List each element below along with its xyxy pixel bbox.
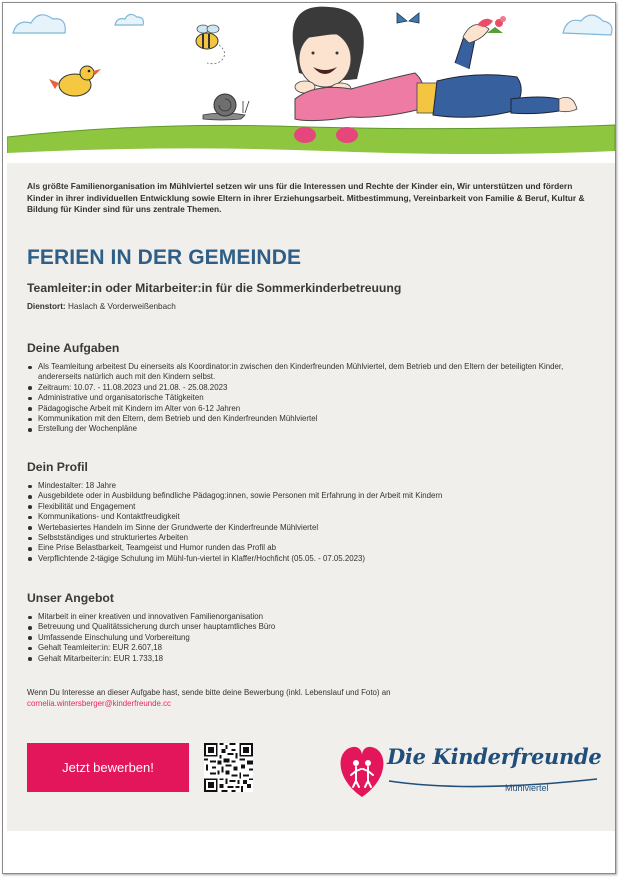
content-panel <box>7 163 615 831</box>
section-angebot <box>27 590 599 664</box>
task-list <box>27 362 599 435</box>
page-title: FERIEN IN DER GEMEINDE <box>27 246 302 269</box>
header-illustration <box>7 3 615 165</box>
location-value: Haslach & Vorderweißenbach <box>67 302 176 311</box>
list-item: Mindestalter: 18 Jahre <box>27 481 599 491</box>
girl-illustration <box>293 7 577 143</box>
job-title: Teamleiter:in oder Mitarbeiter:in für die Sommerkinderbetreuung <box>27 281 402 295</box>
contact-email-link[interactable]: cornelia.wintersberger@kinderfreunde.cc <box>27 699 171 708</box>
location-label: Dienstort: <box>27 302 66 311</box>
snail-icon <box>203 94 249 120</box>
list-item: Kommunikation mit den Eltern, dem Betrieb und den Kinderfreunden Mühlviertel <box>27 414 599 424</box>
contact-text: Wenn Du Interesse an dieser Aufgabe hast, sende bitte deine Bewerbung (inkl. Lebenslauf und Foto) an <box>27 688 391 697</box>
list-item: Gehalt Teamleiter:in: EUR 2.607,18 <box>27 643 599 653</box>
list-item: Wertebasiertes Handeln im Sinne der Grundwerte der Kinderfreunde Mühlviertel <box>27 523 599 533</box>
list-item: Kommunikations- und Kontaktfreudigkeit <box>27 512 599 522</box>
section-heading: Deine Aufgaben <box>27 341 120 355</box>
section-heading: Dein Profil <box>27 460 88 474</box>
list-item: Mitarbeit in einer kreativen und innovativen Familienorganisation <box>27 612 599 622</box>
list-item: Ausgebildete oder in Ausbildung befindliche Pädagog:innen, sowie Personen mit Erfahrung in der Arbeit mit Kindern <box>27 491 599 501</box>
list-item: Administrative und organisatorische Tätigkeiten <box>27 393 599 403</box>
contact-block <box>27 687 599 709</box>
section-profil <box>27 459 599 564</box>
bee-icon <box>196 25 225 64</box>
apply-button[interactable]: Jetzt bewerben! <box>27 743 189 792</box>
butterfly-icon <box>397 13 419 23</box>
list-item: Selbstständiges und strukturiertes Arbeiten <box>27 533 599 543</box>
brand-subtitle: Mühlviertel <box>505 783 549 793</box>
page-frame <box>2 2 616 874</box>
bird-icon <box>49 66 101 96</box>
location-line <box>27 301 599 312</box>
qr-code-icon[interactable] <box>204 743 253 792</box>
list-item: Pädagogische Arbeit mit Kindern im Alter von 6-12 Jahren <box>27 404 599 414</box>
section-heading: Unser Angebot <box>27 591 114 605</box>
list-item: Erstellung der Wochenpläne <box>27 424 599 434</box>
list-item: Flexibilität und Engagement <box>27 502 599 512</box>
list-item: Verpflichtende 2-tägige Schulung im Mühl-fun-viertel in Klaffer/Hochficht (05.05. - 07.05.2023) <box>27 554 599 564</box>
list-item: Umfassende Einschulung und Vorbereitung <box>27 633 599 643</box>
list-item: Zeitraum: 10.07. - 11.08.2023 und 21.08. - 25.08.2023 <box>27 383 599 393</box>
list-item: Als Teamleitung arbeitest Du einerseits als Koordinator:in zwischen den Kinderfreunden Mühlviertel, dem Betrieb und den Eltern der beteiligten Kinder, andererseits natürlich auch mit den Kindern selbst. <box>27 362 599 383</box>
list-item: Gehalt Mitarbeiter:in: EUR 1.733,18 <box>27 654 599 664</box>
offer-list <box>27 612 599 664</box>
brand-name: Die Kinderfreunde <box>387 744 602 769</box>
profile-list <box>27 481 599 564</box>
list-item: Betreuung und Qualitätssicherung durch unser hauptamtliches Büro <box>27 622 599 632</box>
list-item: Eine Prise Belastbarkeit, Teamgeist und Humor runden das Profil ab <box>27 543 599 553</box>
section-aufgaben <box>27 340 599 435</box>
intro-text: Als größte Familienorganisation im Mühlviertel setzen wir uns für die Interessen und Rechte der Kinder ein, Wir unterstützen und fördern Kinder in ihrer individuellen Entwicklung sowie Eltern in ihrer Erziehungsarbeit. Mitbestimmung, Vereinbarkeit von Familie & Beruf, Kultur & Bildung für Kinder sind für uns zentrale Themen. <box>27 181 585 215</box>
